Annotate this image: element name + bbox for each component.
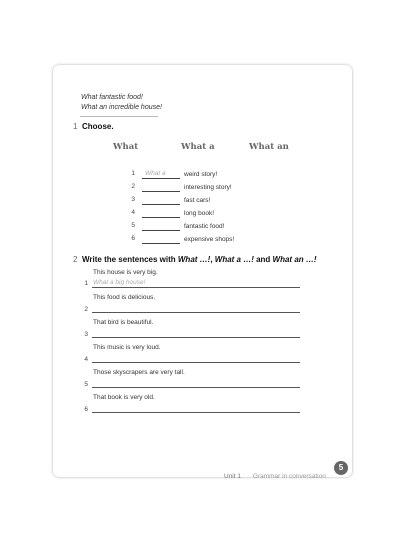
row-text: weird story! [184, 171, 218, 178]
prompt-sentence: Those skyscrapers are very tall. [93, 369, 185, 376]
prompt-sentence: This food is delicious. [93, 294, 156, 301]
answer-line[interactable] [92, 387, 300, 388]
footer-section-title: Grammar in conversation [252, 473, 326, 480]
item-number: 5 [84, 381, 88, 388]
item-number: 3 [84, 331, 88, 338]
prompt-sentence: This house is very big. [93, 269, 158, 276]
footer-unit: Unit 1 [224, 473, 241, 480]
answer-line[interactable] [92, 337, 300, 338]
answer-blank[interactable] [142, 183, 180, 192]
row-number: 3 [131, 196, 135, 203]
row-number: 1 [131, 170, 135, 177]
title-part-italic: What an …! [272, 255, 317, 264]
row-number: 5 [131, 222, 135, 229]
title-part: and [253, 255, 273, 264]
title-part-italic: What a …! [214, 255, 254, 264]
row-text: expensive shops! [184, 236, 235, 243]
answer-blank[interactable] [142, 170, 180, 179]
row-text: fast cars! [184, 197, 211, 204]
row-number: 4 [131, 209, 135, 216]
answer-line[interactable] [92, 312, 300, 313]
item-number: 2 [84, 306, 88, 313]
exercise-2-title [82, 255, 317, 264]
example-divider [80, 116, 158, 117]
exercise-1-title: Choose. [82, 122, 114, 131]
filled-answer: What a big house! [93, 279, 146, 286]
prompt-sentence: This music is very loud. [93, 344, 161, 351]
header-what: What [113, 142, 139, 152]
header-what-a: What a [181, 142, 215, 152]
example-sentence-2: What an incredible house! [81, 104, 162, 111]
exercise-2-number: 2 [73, 255, 78, 264]
exercise-1-number: 1 [73, 122, 78, 131]
answer-line[interactable] [92, 287, 300, 288]
answer-blank[interactable] [142, 209, 180, 218]
item-number: 6 [84, 406, 88, 413]
answer-line[interactable] [92, 412, 300, 413]
prompt-sentence: That bird is beautiful. [93, 319, 154, 326]
item-number: 1 [84, 280, 88, 287]
answer-blank[interactable] [142, 235, 180, 244]
page-footer [224, 465, 326, 483]
title-part: , [210, 255, 215, 264]
example-sentence-1: What fantastic food! [81, 94, 143, 101]
title-part-italic: What …! [177, 255, 211, 264]
prompt-sentence: That book is very old. [93, 394, 155, 401]
row-text: interesting story! [184, 184, 232, 191]
row-number: 2 [131, 183, 135, 190]
answer-blank[interactable] [142, 196, 180, 205]
filled-answer: What a [145, 170, 166, 177]
row-text: fantastic food! [184, 223, 225, 230]
row-text: long book! [184, 210, 214, 217]
row-number: 6 [131, 235, 135, 242]
workbook-page [53, 65, 352, 480]
header-what-an: What an [249, 142, 289, 152]
answer-blank[interactable] [142, 222, 180, 231]
answer-line[interactable] [92, 362, 300, 363]
page-number-badge: 5 [334, 461, 348, 475]
title-part: Write the sentences with [82, 255, 178, 264]
item-number: 4 [84, 356, 88, 363]
